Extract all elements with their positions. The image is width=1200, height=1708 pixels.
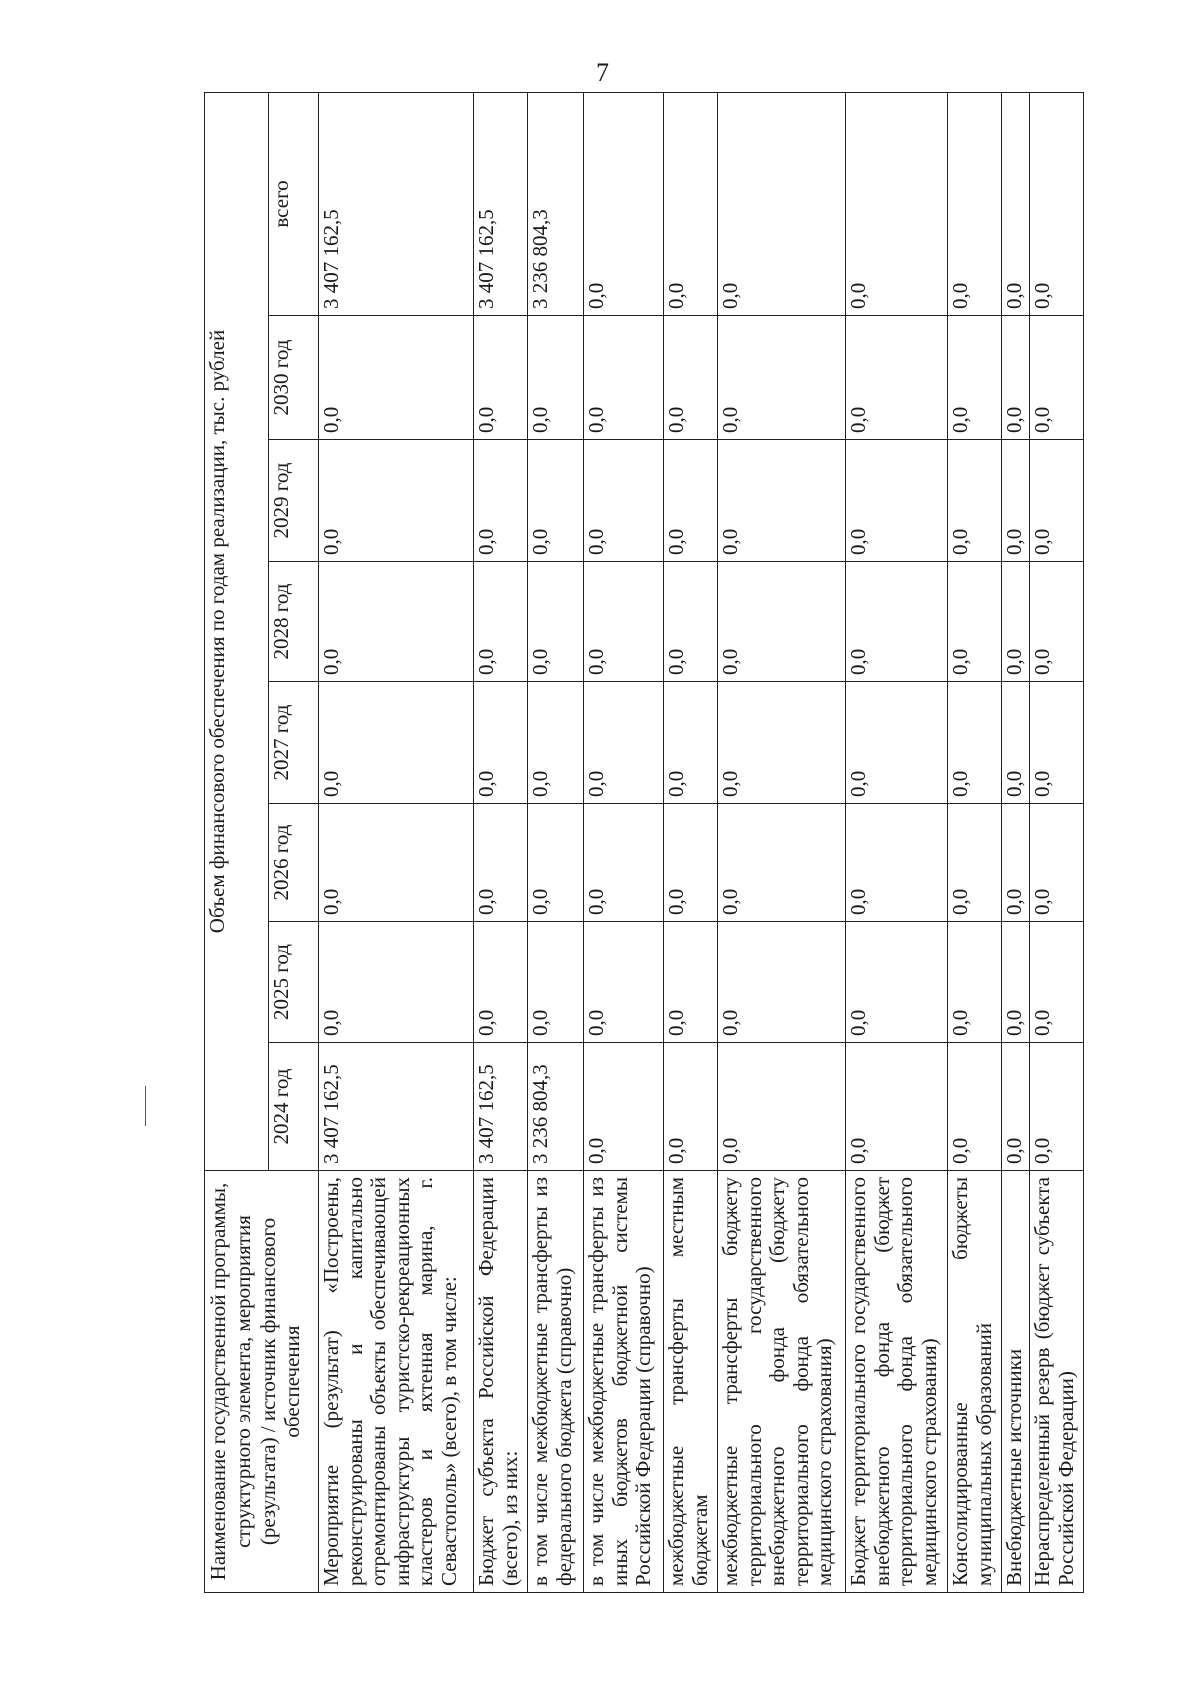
- cell-value: 0,0: [319, 562, 474, 682]
- table-row: [474, 92, 528, 1592]
- cell-value: 0,0: [1002, 440, 1030, 562]
- cell-value: 0,0: [846, 682, 948, 804]
- cell-value: 3 407 162,5: [319, 1043, 474, 1171]
- cell-value-total: 3 236 804,3: [528, 92, 584, 315]
- table-row: [584, 92, 664, 1592]
- cell-value: 0,0: [528, 316, 584, 440]
- cell-value: 0,0: [718, 922, 846, 1043]
- cell-value-total: 0,0: [664, 92, 718, 315]
- cell-value-total: 3 407 162,5: [474, 92, 528, 315]
- cell-value: 0,0: [1030, 440, 1084, 562]
- cell-value: 0,0: [948, 316, 1002, 440]
- row-name: Бюджет территориального государственного внебюджетного фонда (бюджет территориального фонда обязательного медицинского страхования): [846, 1171, 948, 1593]
- cell-value: 0,0: [948, 804, 1002, 922]
- rotated-table-container: [204, 93, 1078, 1593]
- cell-value: 0,0: [948, 562, 1002, 682]
- row-name: межбюджетные трансферты местным бюджетам: [664, 1171, 718, 1593]
- cell-value: 0,0: [1002, 922, 1030, 1043]
- cell-value: 0,0: [584, 682, 664, 804]
- cell-value: 0,0: [528, 682, 584, 804]
- cell-value: 0,0: [664, 804, 718, 922]
- cell-value: 0,0: [664, 922, 718, 1043]
- cell-value: 0,0: [948, 440, 1002, 562]
- header-year: 2028 год: [269, 562, 319, 682]
- row-name: Консолидированные бюджеты муниципальных образований: [948, 1171, 1002, 1593]
- cell-value: 0,0: [319, 922, 474, 1043]
- cell-value: 0,0: [1030, 804, 1084, 922]
- row-name: Бюджет субъекта Российской Федерации (всего), из них:: [474, 1171, 528, 1593]
- cell-value: 0,0: [1002, 1043, 1030, 1171]
- cell-value: 0,0: [1030, 922, 1084, 1043]
- cell-value-total: 0,0: [846, 92, 948, 315]
- cell-value: 0,0: [474, 562, 528, 682]
- cell-value-total: 0,0: [584, 92, 664, 315]
- cell-value: 0,0: [718, 682, 846, 804]
- header-year: 2026 год: [269, 804, 319, 922]
- cell-value: 0,0: [1002, 562, 1030, 682]
- cell-value: 0,0: [528, 440, 584, 562]
- table-row: [319, 92, 474, 1592]
- cell-value: 0,0: [718, 440, 846, 562]
- cell-value-total: 3 407 162,5: [319, 92, 474, 315]
- cell-value: 0,0: [1030, 682, 1084, 804]
- cell-value: 0,0: [319, 682, 474, 804]
- cell-value: 0,0: [474, 440, 528, 562]
- cell-value: 0,0: [319, 440, 474, 562]
- cell-value: 0,0: [846, 316, 948, 440]
- cell-value: 0,0: [584, 804, 664, 922]
- row-name: в том числе межбюджетные трансферты из федерального бюджета (справочно): [528, 1171, 584, 1593]
- cell-value-total: 0,0: [1030, 92, 1084, 315]
- cell-value: 0,0: [846, 562, 948, 682]
- cell-value: 0,0: [319, 804, 474, 922]
- cell-value: 0,0: [664, 682, 718, 804]
- cell-value: 0,0: [846, 804, 948, 922]
- cell-value: 0,0: [1030, 316, 1084, 440]
- cell-value: 0,0: [846, 922, 948, 1043]
- cell-value: 0,0: [718, 316, 846, 440]
- cell-value: 0,0: [474, 804, 528, 922]
- header-year: 2025 год: [269, 922, 319, 1043]
- row-name: в том числе межбюджетные трансферты из иных бюджетов бюджетной системы Российской Федерации (справочно): [584, 1171, 664, 1593]
- cell-value: 3 236 804,3: [528, 1043, 584, 1171]
- cell-value: 0,0: [319, 316, 474, 440]
- cell-value: 0,0: [948, 922, 1002, 1043]
- cell-value: 0,0: [664, 440, 718, 562]
- cell-value: 0,0: [584, 316, 664, 440]
- cell-value: 0,0: [584, 440, 664, 562]
- row-name: Внебюджетные источники: [1002, 1171, 1030, 1593]
- header-volume-group: Объем финансового обеспечения по годам реализации, тыс. рублей: [205, 92, 269, 1170]
- cell-value: 3 407 162,5: [474, 1043, 528, 1171]
- row-name: Нераспределенный резерв (бюджет субъекта Российской Федерации): [1030, 1171, 1084, 1593]
- table-row: [718, 92, 846, 1592]
- header-year: 2029 год: [269, 440, 319, 562]
- cell-value: 0,0: [948, 1043, 1002, 1171]
- cell-value: 0,0: [718, 1043, 846, 1171]
- cell-value-total: 0,0: [1002, 92, 1030, 315]
- margin-mark: [145, 1086, 146, 1126]
- cell-value-total: 0,0: [948, 92, 1002, 315]
- cell-value: 0,0: [584, 1043, 664, 1171]
- table-row: [1002, 92, 1030, 1592]
- cell-value: 0,0: [948, 682, 1002, 804]
- cell-value: 0,0: [1002, 316, 1030, 440]
- cell-value: 0,0: [1002, 682, 1030, 804]
- cell-value: 0,0: [1002, 804, 1030, 922]
- header-year-total: всего: [269, 92, 319, 315]
- header-name-column: Наименование государственной программы, структурного элемента, мероприятия (результата) / источник финансового обеспечения: [205, 1171, 319, 1593]
- row-name: Мероприятие (результат) «Построены, реконструированы и капитально отремонтированы объекты обеспечивающей инфраструктуры туристско-рекреационных кластеров и яхтенная марина, г. Севастополь» (всего), в том числе:: [319, 1171, 474, 1593]
- cell-value: 0,0: [664, 1043, 718, 1171]
- cell-value: 0,0: [474, 682, 528, 804]
- header-year: 2027 год: [269, 682, 319, 804]
- header-year: 2024 год: [269, 1043, 319, 1171]
- cell-value: 0,0: [718, 562, 846, 682]
- row-name: межбюджетные трансферты бюджету территориального государственного внебюджетного фонда (бюджету территориального фонда обязательного медицинского страхования): [718, 1171, 846, 1593]
- cell-value-total: 0,0: [718, 92, 846, 315]
- cell-value: 0,0: [846, 440, 948, 562]
- table-row: [1030, 92, 1084, 1592]
- header-year: 2030 год: [269, 316, 319, 440]
- cell-value: 0,0: [664, 316, 718, 440]
- cell-value: 0,0: [664, 562, 718, 682]
- cell-value: 0,0: [846, 1043, 948, 1171]
- cell-value: 0,0: [718, 804, 846, 922]
- cell-value: 0,0: [528, 922, 584, 1043]
- cell-value: 0,0: [528, 562, 584, 682]
- cell-value: 0,0: [528, 804, 584, 922]
- page-number: 7: [596, 58, 609, 87]
- table-row: [846, 92, 948, 1592]
- cell-value: 0,0: [474, 922, 528, 1043]
- cell-value: 0,0: [1030, 562, 1084, 682]
- financing-table: [204, 92, 1084, 1593]
- cell-value: 0,0: [1030, 1043, 1084, 1171]
- table-row: [528, 92, 584, 1592]
- cell-value: 0,0: [474, 316, 528, 440]
- table-row: [948, 92, 1002, 1592]
- cell-value: 0,0: [584, 922, 664, 1043]
- table-row: [664, 92, 718, 1592]
- cell-value: 0,0: [584, 562, 664, 682]
